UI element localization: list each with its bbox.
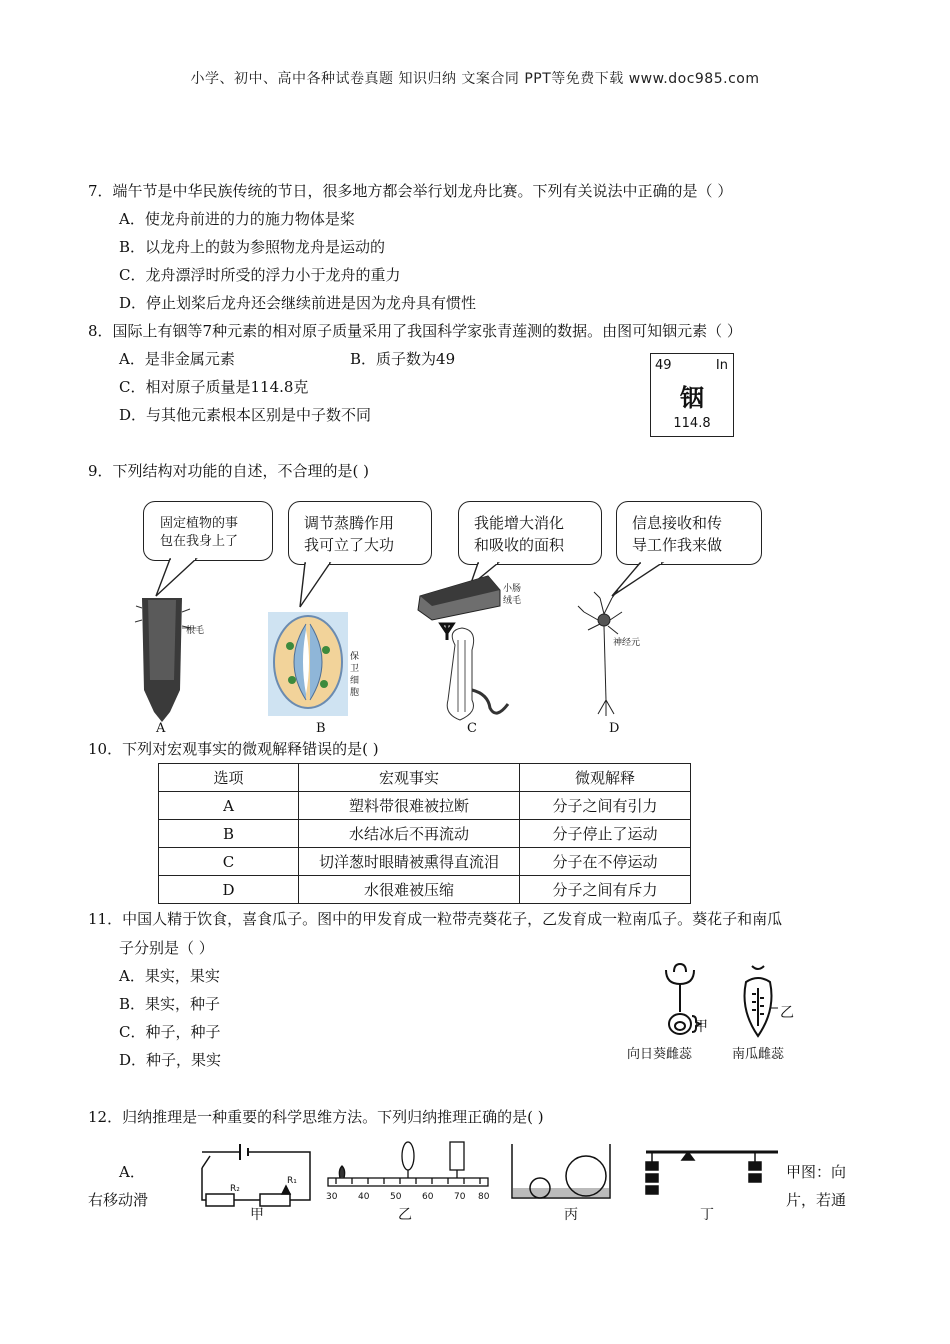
question-10-stem: 10．下列对宏观事实的微观解释错误的是( ) xyxy=(88,740,379,758)
question-8-option-b: B．质子数为49 xyxy=(350,350,456,368)
fig-label-ding: 丁 xyxy=(700,1207,714,1223)
ruler-tick-40: 40 xyxy=(358,1192,370,1202)
table-cell: 水结冰后不再流动 xyxy=(299,820,520,848)
question-11-option-c: C．种子，种子 xyxy=(119,1023,221,1041)
label-yi: 乙 xyxy=(780,1005,794,1021)
bubble-b-line-2: 我可立了大功 xyxy=(304,536,395,554)
question-7-option-b: B．以龙舟上的鼓为参照物龙舟是运动的 xyxy=(119,238,386,256)
lever-balance-icon xyxy=(646,1152,778,1194)
table-header-cell: 宏观事实 xyxy=(299,764,520,792)
figure-label-a: A xyxy=(156,721,166,736)
table-row xyxy=(159,848,691,876)
ruler-tick-70: 70 xyxy=(454,1192,466,1202)
ruler-tick-50: 50 xyxy=(390,1192,402,1202)
caption-pumpkin-pistil: 南瓜雌蕊 xyxy=(732,1047,785,1062)
ruler-tick-60: 60 xyxy=(422,1192,434,1202)
resistor-r1-label: R₁ xyxy=(287,1176,297,1186)
villi-label-1: 小肠 xyxy=(503,584,522,594)
table-cell: C xyxy=(159,848,299,876)
table-cell: 分子停止了运动 xyxy=(520,820,691,848)
resistor-r2-label: R₂ xyxy=(230,1184,240,1194)
table-cell: 塑料带很难被拉断 xyxy=(299,792,520,820)
fig-label-yi: 乙 xyxy=(398,1207,412,1223)
bubble-a-tail xyxy=(156,559,196,596)
fig-label-bing: 丙 xyxy=(564,1207,578,1223)
bubble-d-line-1: 信息接收和传 xyxy=(632,514,723,532)
table-row xyxy=(159,876,691,904)
guard-cell-label-1: 保 xyxy=(350,652,360,662)
label-jia: 甲 xyxy=(694,1019,708,1035)
bubble-a-line-1: 固定植物的事 xyxy=(160,516,239,531)
pumpkin-pistil-icon xyxy=(745,966,779,1036)
table-cell: 水很难被压缩 xyxy=(299,876,520,904)
bubble-c-line-2: 和吸收的面积 xyxy=(474,536,565,554)
q12-figures xyxy=(190,1138,780,1218)
question-8-stem: 8．国际上有铟等7种元素的相对原子质量采用了我国科学家张青莲测的数据。由图可知铟元素（ ） xyxy=(88,322,742,340)
element-symbol: In xyxy=(715,358,728,373)
element-name: 铟 xyxy=(680,383,704,412)
element-mass: 114.8 xyxy=(673,416,711,431)
page-header: 小学、初中、高中各种试卷真题 知识归纳 文案合同 PPT等免费下载 www.doc985.com xyxy=(190,71,760,87)
element-number: 49 xyxy=(655,358,672,373)
table-cell: 分子之间有引力 xyxy=(520,792,691,820)
villi-label-2: 绒毛 xyxy=(503,596,522,606)
question-8-option-d: D．与其他元素根本区别是中子数不同 xyxy=(119,406,372,424)
pistil-figures xyxy=(620,960,820,1040)
root-hair-label: 根毛 xyxy=(186,626,205,636)
bubble-d-tail xyxy=(612,563,662,596)
ruler-tick-80: 80 xyxy=(478,1192,490,1202)
ruler-tick-30: 30 xyxy=(326,1192,338,1202)
table-row xyxy=(159,792,691,820)
table-header-row xyxy=(159,764,691,792)
bubble-d-line-2: 导工作我来做 xyxy=(632,536,723,554)
table-cell: 分子在不停运动 xyxy=(520,848,691,876)
neuron-illustration xyxy=(578,590,622,716)
question-11-stem-line-2: 子分别是（ ） xyxy=(119,939,214,957)
table-row xyxy=(159,820,691,848)
question-7-option-c: C．龙舟漂浮时所受的浮力小于龙舟的重力 xyxy=(119,266,401,284)
question-7-option-a: A．使龙舟前进的力的施力物体是桨 xyxy=(119,210,355,228)
question-11-option-d: D．种子，果实 xyxy=(119,1051,222,1069)
question-12-right-text-2: 片，若通 xyxy=(786,1191,847,1209)
question-12-option-a-continued: 右移动滑 xyxy=(88,1191,149,1209)
figure-label-c: C xyxy=(467,721,477,736)
figure-label-d: D xyxy=(609,721,620,736)
question-11-option-b: B．果实，种子 xyxy=(119,995,221,1013)
fig-label-jia: 甲 xyxy=(250,1207,264,1223)
bubble-c-line-1: 我能增大消化 xyxy=(474,514,565,532)
question-12-option-a: A． xyxy=(119,1163,145,1181)
caption-sunflower-pistil: 向日葵雌蕊 xyxy=(627,1047,693,1062)
guard-cell-label-2: 卫 xyxy=(350,664,360,674)
bubble-b-line-1: 调节蒸腾作用 xyxy=(304,514,395,532)
guard-cell-label-4: 胞 xyxy=(350,688,360,698)
question-11-option-a: A．果实，果实 xyxy=(119,967,220,985)
question-8-option-c: C．相对原子质量是114.8克 xyxy=(119,378,309,396)
table-cell: A xyxy=(159,792,299,820)
table-header-cell: 选项 xyxy=(159,764,299,792)
figure-label-b: B xyxy=(316,721,326,736)
question-12-right-text-1: 甲图：向 xyxy=(786,1163,847,1181)
table-cell: 切洋葱时眼睛被熏得直流泪 xyxy=(299,848,520,876)
question-12-stem: 12．归纳推理是一种重要的科学思维方法。下列归纳推理正确的是( ) xyxy=(88,1108,544,1126)
table-header-cell: 微观解释 xyxy=(520,764,691,792)
circuit-diagram-icon xyxy=(202,1144,310,1206)
bubble-a-line-2: 包在我身上了 xyxy=(160,534,239,549)
q10-table xyxy=(158,763,691,904)
bubble-b-tail xyxy=(300,563,330,607)
stoma-illustration xyxy=(268,612,348,716)
optical-bench-icon xyxy=(328,1142,488,1186)
neuron-label: 神经元 xyxy=(613,638,641,648)
question-8-option-a: A．是非金属元素 xyxy=(119,350,235,368)
table-cell: D xyxy=(159,876,299,904)
table-cell: 分子之间有斥力 xyxy=(520,876,691,904)
table-cell: B xyxy=(159,820,299,848)
root-tip-illustration xyxy=(135,598,196,722)
intestine-villi-illustration xyxy=(418,576,508,720)
floating-balls-icon xyxy=(512,1144,610,1198)
question-11-stem-line-1: 11．中国人精于饮食，喜食瓜子。图中的甲发育成一粒带壳葵花子，乙发育成一粒南瓜子。葵花子和南瓜 xyxy=(88,910,783,928)
guard-cell-label-3: 细 xyxy=(350,676,360,686)
question-9-stem: 9．下列结构对功能的自述，不合理的是( ) xyxy=(88,462,370,480)
question-7-stem: 7．端午节是中华民族传统的节日，很多地方都会举行划龙舟比赛。下列有关说法中正确的是（ ） xyxy=(88,182,733,200)
question-7-option-d: D．停止划桨后龙舟还会继续前进是因为龙舟具有惯性 xyxy=(119,294,477,312)
